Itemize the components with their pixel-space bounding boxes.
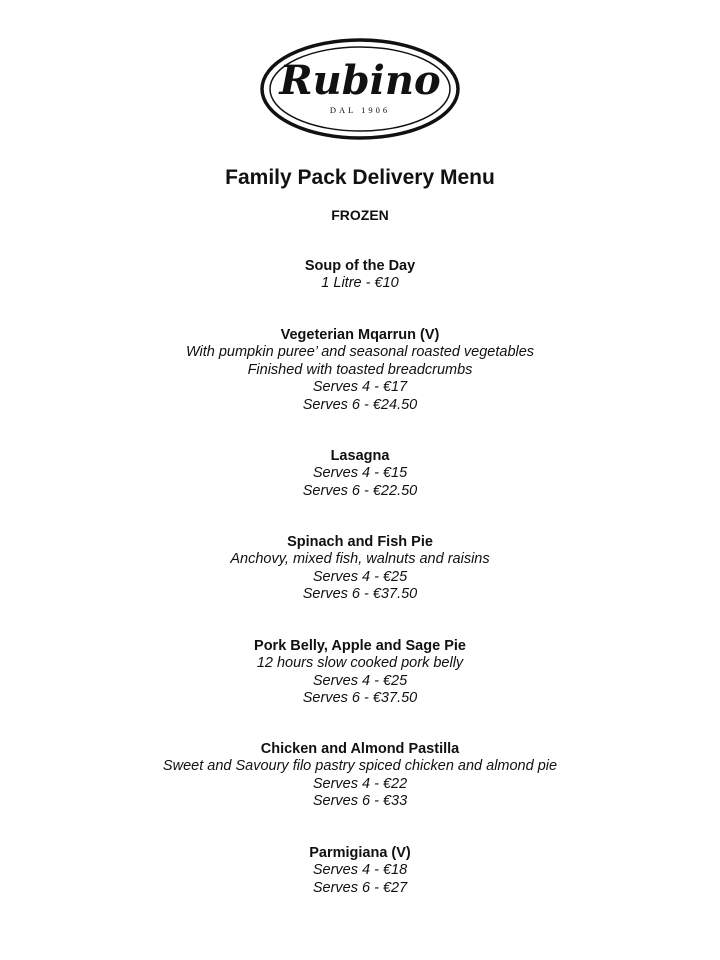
menu-item-name: Lasagna <box>330 448 390 464</box>
menu-item-name: Chicken and Almond Pastilla <box>260 741 460 757</box>
menu-item-price: Serves 4 - €22 <box>312 775 408 792</box>
menu-item-price: Serves 6 - €37.50 <box>302 690 418 707</box>
menu-item-description: Anchovy, mixed fish, walnuts and raisins <box>230 551 490 568</box>
menu-item-price: Serves 4 - €25 <box>312 568 408 585</box>
menu-item <box>0 448 720 500</box>
menu-item-name: Parmigiana (V) <box>309 845 411 861</box>
menu-item-price: Serves 4 - €17 <box>312 379 408 396</box>
section-heading: FROZEN <box>331 207 389 223</box>
menu-item-price: Serves 4 - €15 <box>312 465 408 482</box>
menu-item-price: 1 Litre - €10 <box>321 275 399 292</box>
menu-item <box>0 327 720 414</box>
menu-item <box>0 845 720 897</box>
menu-item-name: Soup of the Day <box>304 258 416 274</box>
menu-item <box>0 534 720 604</box>
menu-item-price: Serves 6 - €22.50 <box>302 482 418 499</box>
logo-brand-text: Rubino <box>279 57 441 104</box>
menu-item-name: Vegeterian Mqarrun (V) <box>280 327 440 343</box>
menu-item-price: Serves 4 - €18 <box>312 862 408 879</box>
menu-item <box>0 258 720 293</box>
menu-item-name: Pork Belly, Apple and Sage Pie <box>254 638 466 654</box>
menu-item-price: Serves 6 - €33 <box>312 793 408 810</box>
menu-item-description: Finished with toasted breadcrumbs <box>247 361 473 378</box>
menu-item-description: 12 hours slow cooked pork belly <box>256 655 464 672</box>
logo-emblem <box>260 38 460 140</box>
menu-item <box>0 741 720 811</box>
menu-item-price: Serves 6 - €24.50 <box>302 396 418 413</box>
menu-item-price: Serves 6 - €27 <box>312 879 408 896</box>
logo-tagline-text: DAL 1906 <box>329 105 391 115</box>
menu-item-description: Sweet and Savoury filo pastry spiced chicken and almond pie <box>162 758 558 775</box>
page-title: Family Pack Delivery Menu <box>225 166 495 189</box>
menu-item-price: Serves 4 - €25 <box>312 672 408 689</box>
menu-item-price: Serves 6 - €37.50 <box>302 586 418 603</box>
rubino-logo <box>260 38 460 140</box>
menu-item <box>0 638 720 708</box>
menu-item-name: Spinach and Fish Pie <box>287 534 433 550</box>
menu-item-description: With pumpkin puree’ and seasonal roasted vegetables <box>185 344 535 361</box>
